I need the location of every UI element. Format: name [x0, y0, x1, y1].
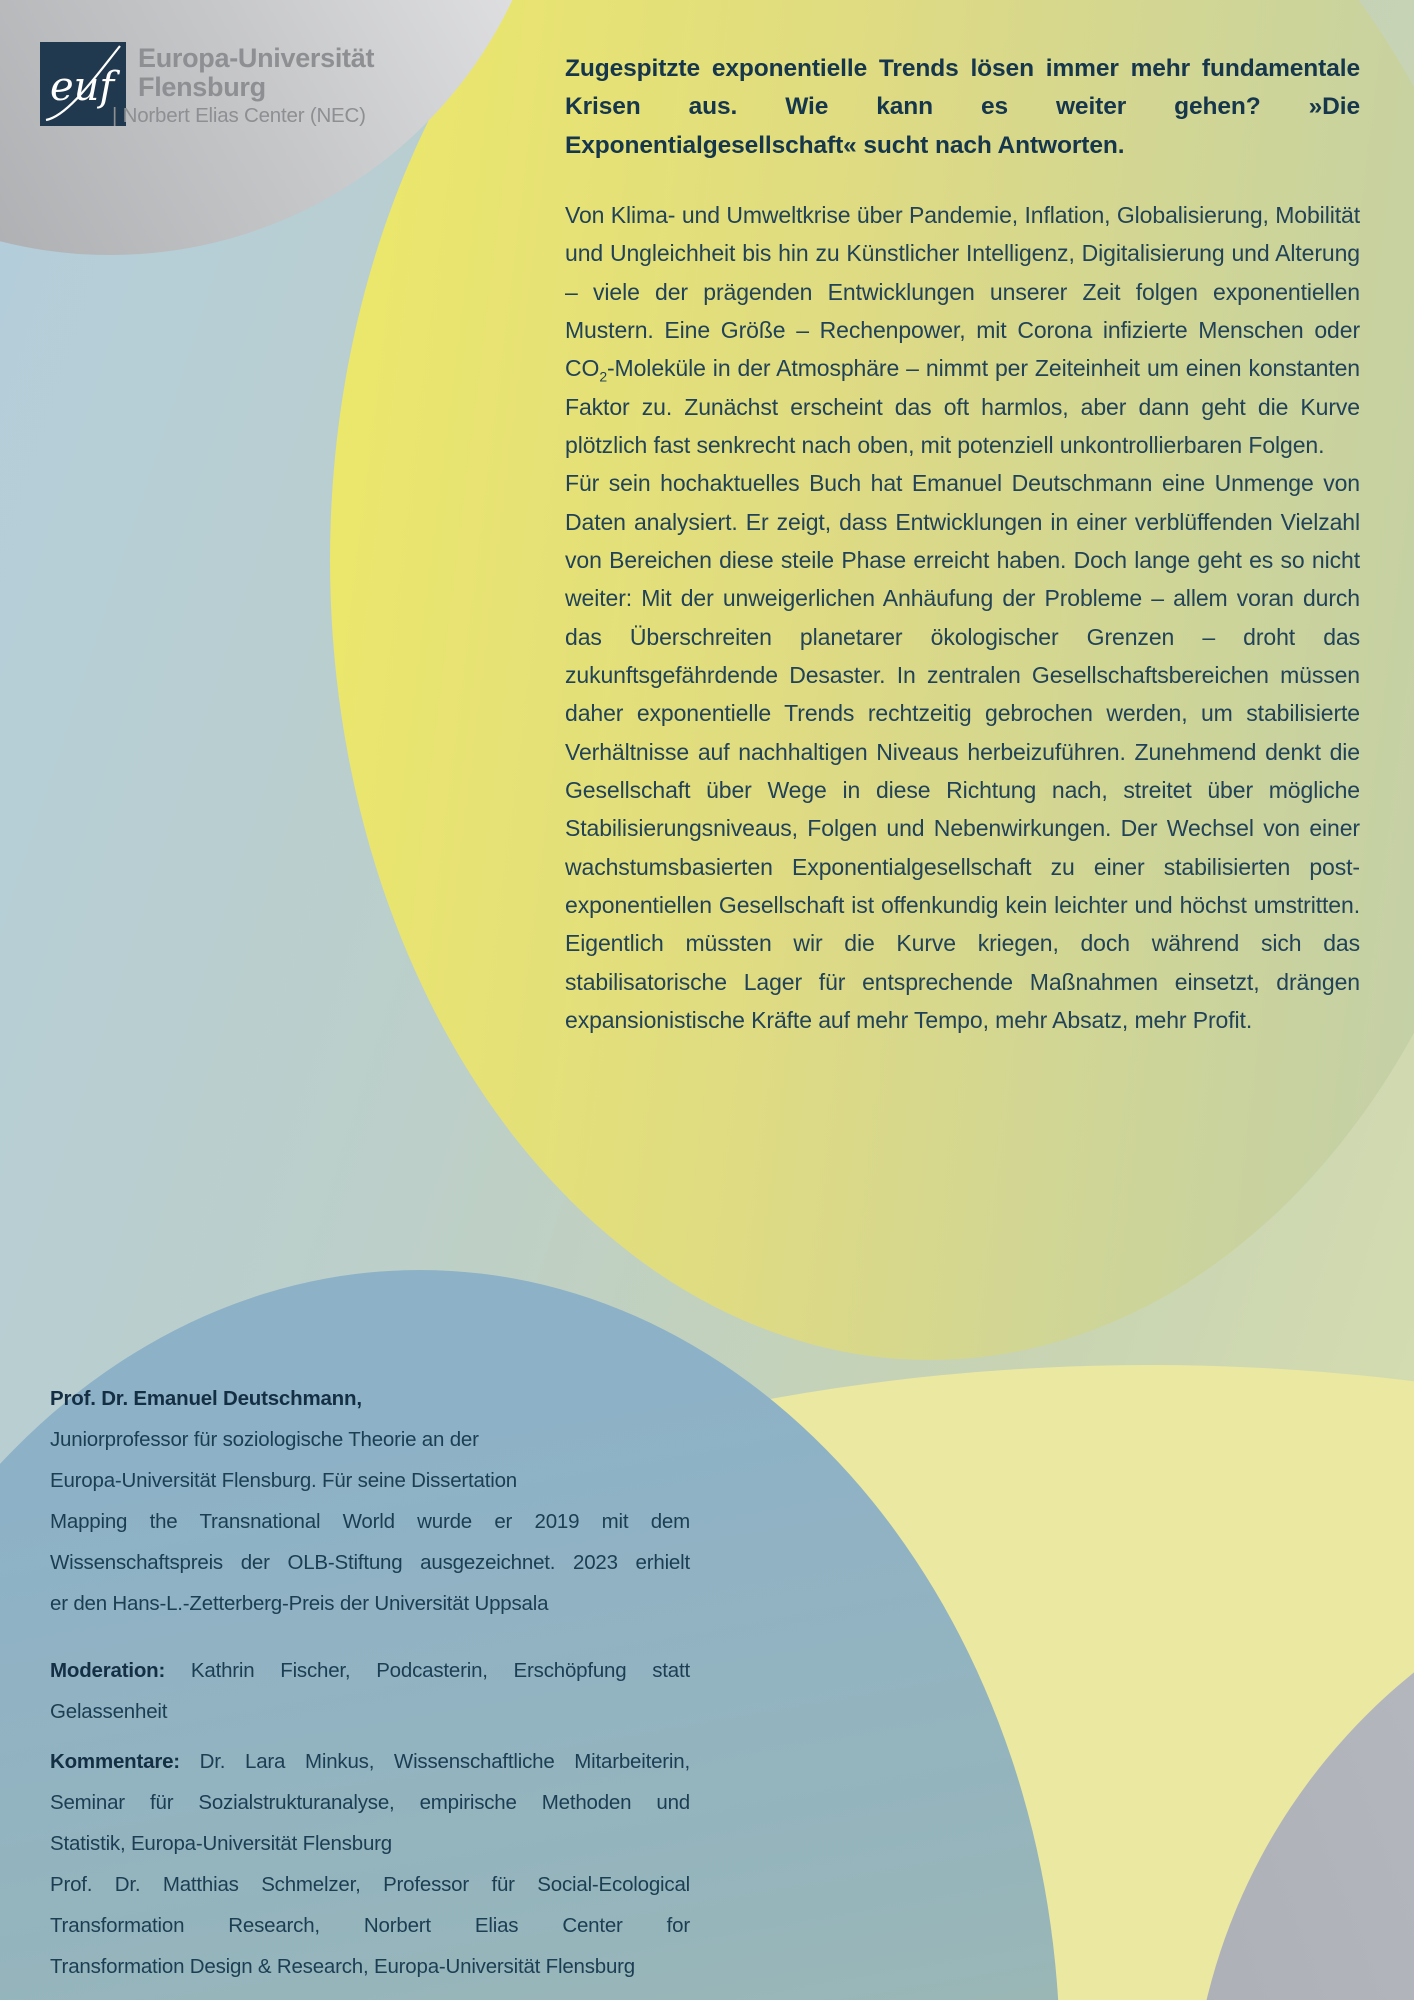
bio-line: er den Hans-L.-Zetterberg-Preis der Universität Uppsala: [50, 1592, 549, 1615]
intro-paragraph-1: [565, 196, 1360, 464]
intro-paragraph-2: Für sein hochaktuelles Buch hat Emanuel Deutschmann eine Unmenge von Daten analysiert. Er zeigt, dass Entwicklungen in einer verblüffenden Vielzahl von Bereichen diese steile Phase erreicht haben. Doch lange geht es so nicht weiter: Mit der unweigerlichen Anhäufung der Probleme – allem voran durch das Überschreiten planetarer ökologischer Grenzen – droht das zukunftsgefährdende Desaster. In zentralen Gesellschaftsbereichen müssen daher exponentielle Trends rechtzeitig gebrochen werden, um stabilisierte Verhältnisse auf nachhaltigen Niveaus herbeizuführen. Zunehmend denkt die Gesellschaft über Wege in diese Richtung nach, streitet über mögliche Stabilisierungsniveaus, Folgen und Nebenwirkungen. Der Wechsel von einer wachstumsbasierten Exponentialgesellschaft zu einer stabilisierten post-exponentiellen Gesellschaft ist offenkundig kein leichter und höchst umstritten. Eigentlich müssten wir die Kurve kriegen, doch während sich das stabilisatorische Lager für entsprechende Maßnahmen einsetzt, drängen expansionistische Kräfte auf mehr Tempo, mehr Absatz, mehr Profit.: [565, 470, 1360, 1033]
logo-wordmark: [138, 44, 468, 102]
logo-center-line: | Norbert Elias Center (NEC): [112, 104, 366, 127]
euf-script-glyph: euf: [50, 64, 115, 110]
kommentare-line: Seminar für Sozialstrukturanalyse, empirische Methoden und: [50, 1791, 690, 1814]
kommentare-text: Dr. Lara Minkus, Wissenschaftliche Mitarbeiterin,: [179, 1750, 690, 1773]
speaker-name: Prof. Dr. Emanuel Deutschmann,: [50, 1387, 362, 1410]
schmelzer-line: Prof. Dr. Matthias Schmelzer, Professor für Social-Ecological: [50, 1873, 690, 1896]
bio-line: Wissenschaftspreis der OLB-Stiftung ausgezeichnet. 2023 erhielt: [50, 1551, 690, 1574]
moderation-text: Kathrin Fischer, Podcasterin, Erschöpfung statt: [165, 1659, 690, 1682]
intro-heading: Zugespitzte exponentielle Trends lösen immer mehr fundamentale Krisen aus. Wie kann es weiter gehen? »Die Exponentialgesellschaft« sucht nach Antworten.: [565, 55, 1360, 159]
moderation-line: [50, 1650, 690, 1691]
moderation-label: Moderation:: [50, 1659, 166, 1682]
schmelzer-line: Transformation Design & Research, Europa-Universität Flensburg: [50, 1955, 636, 1978]
kommentare-line: Statistik, Europa-Universität Flensburg: [50, 1832, 392, 1855]
logo-university-line2: Flensburg: [138, 72, 266, 102]
speaker-and-credits: [50, 1378, 690, 1987]
logo-university-line1: Europa-Universität: [138, 43, 375, 73]
bio-line: Mapping the Transnational World wurde er 2019 mit dem: [50, 1510, 690, 1533]
co2-subscript: 2: [599, 368, 607, 385]
paragraph1-part1: Von Klima- und Umweltkrise über Pandemie, Inflation, Globalisierung, Mobilität und Ungleichheit bis hin zu Künstlicher Intelligenz, Digitalisierung und Alterung – viele der prägenden Entwicklungen unserer Zeit folgen exponentiellen Mustern. Eine Größe – Rechenpower, mit Corona infizierte Menschen oder CO: [565, 202, 1360, 382]
schmelzer-line: Transformation Research, Norbert Elias Center for: [50, 1914, 690, 1937]
spacer: [50, 1624, 690, 1650]
kommentare-line: [50, 1741, 690, 1782]
intro-body: [565, 196, 1360, 1039]
kommentare-label: Kommentare:: [50, 1750, 180, 1773]
bio-line: Europa-Universität Flensburg. Für seine Dissertation: [50, 1469, 517, 1492]
paragraph1-part2: -Moleküle in der Atmosphäre – nimmt per Zeiteinheit um einen konstanten Faktor zu. Zunächst erscheint das oft harmlos, aber dann geht die Kurve plötzlich fast senkrecht nach oben, mit potenziell unkontrollierbaren Folgen.: [565, 355, 1360, 458]
spacer: [50, 1732, 690, 1741]
moderation-line: Gelassenheit: [50, 1700, 168, 1723]
bio-line: Juniorprofessor für soziologische Theorie an der: [50, 1428, 479, 1451]
